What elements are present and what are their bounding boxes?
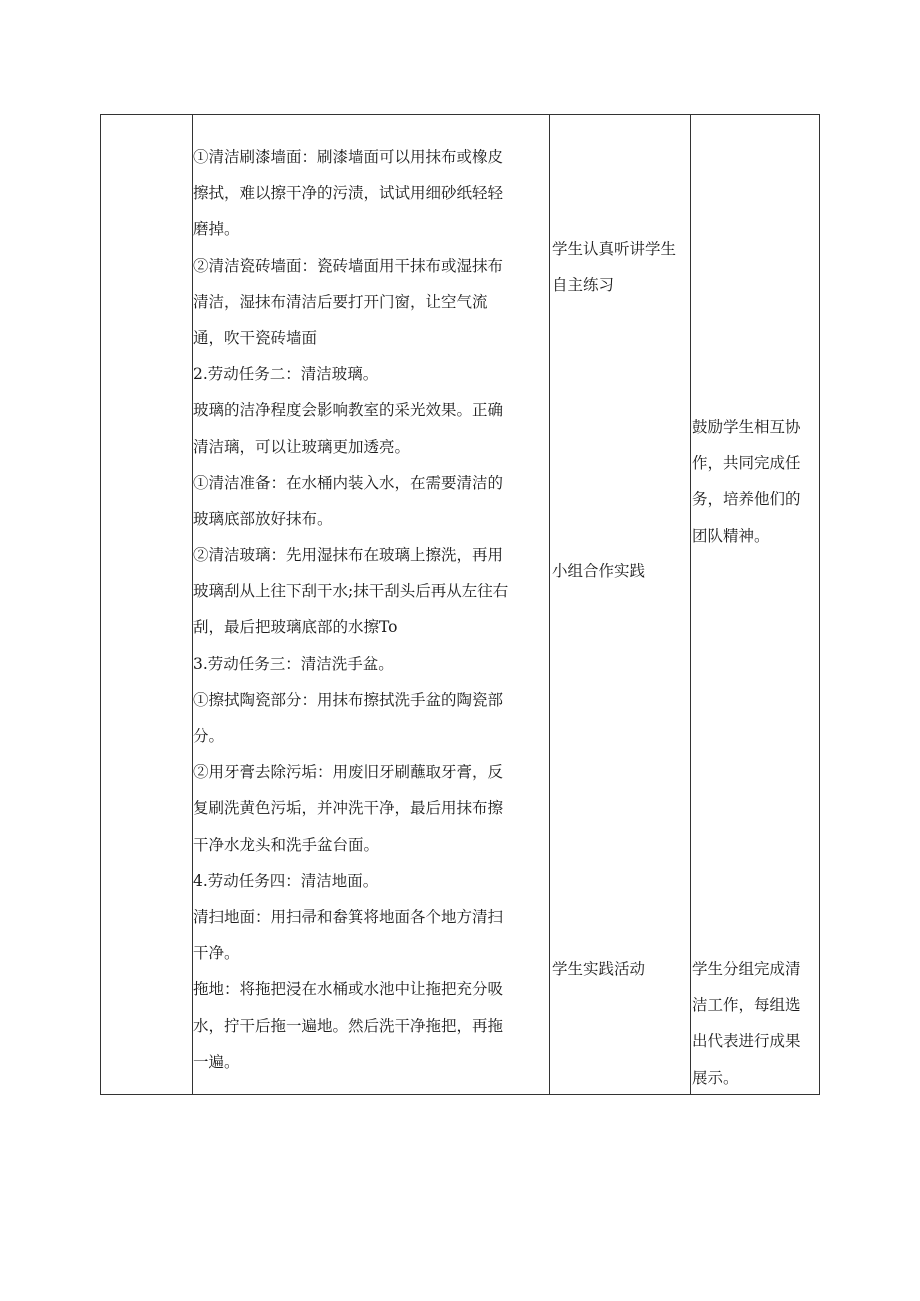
- text-line: ①清洁刷漆墙面：刷漆墙面可以用抹布或橡皮: [193, 148, 504, 166]
- text-line: 鼓励学生相互协: [692, 418, 801, 436]
- text-line: ①擦拭陶瓷部分：用抹布擦拭洗手盆的陶瓷部: [193, 690, 504, 709]
- text-line: 2.劳动任务二：清洁玻璃。: [193, 365, 379, 384]
- text-line: 清洁，湿抹布清洁后要打开门窗，让空气流: [193, 292, 488, 311]
- text-line: 学生认真听讲学生: [552, 240, 677, 258]
- text-line: 洁工作，每组选: [692, 996, 801, 1015]
- text-line: 出代表进行成果: [692, 1032, 801, 1051]
- student-activity-cell: [552, 231, 692, 303]
- text-line: 3.劳动任务三：清洁洗手盆。: [193, 654, 394, 673]
- text-line: 拖地：将拖把浸在水桶或水池中让拖把充分吸: [193, 980, 504, 999]
- text-line: 务，培养他们的: [692, 490, 801, 509]
- text-line: 刮，最后把玻璃底部的水擦To: [193, 618, 398, 637]
- text-line: 擦拭，难以擦干净的污渍，试试用细砂纸轻轻: [193, 184, 504, 203]
- text-line: ②用牙膏去除污垢：用废旧牙刷蘸取牙膏，反: [193, 763, 504, 782]
- text-line: 玻璃刮从上往下刮干水;抹干刮头后再从左往右: [193, 582, 509, 601]
- text-line: 团队精神。: [692, 526, 770, 545]
- text-line: ①清洁准备：在水桶内装入水，在需要清洁的: [193, 473, 504, 492]
- text-line: 干净。: [193, 944, 240, 963]
- text-line: 自主练习: [552, 276, 615, 295]
- text-line: 4.劳动任务四：清洁地面。: [193, 871, 379, 890]
- text-line: 干净水龙头和洗手盆台面。: [193, 835, 380, 854]
- column-divider: [549, 115, 550, 1094]
- text-line: ②清洁玻璃：先用湿抹布在玻璃上擦洗，再用: [193, 546, 504, 565]
- lesson-table: [100, 114, 820, 1095]
- student-activity-cell: [552, 951, 692, 987]
- text-line: 玻璃底部放好抹布。: [193, 509, 333, 528]
- text-line: 水，拧干后拖一遍地。然后洗干净拖把，再拖: [193, 1016, 504, 1035]
- text-line: 学生实践活动: [552, 960, 646, 978]
- teaching-content-cell: [193, 139, 548, 1080]
- design-intent-cell: [692, 951, 817, 1096]
- student-activity-cell: [552, 553, 692, 589]
- text-line: 作，共同完成任: [692, 454, 801, 473]
- text-line: 玻璃的洁净程度会影响教室的采光效果。正确: [193, 401, 504, 420]
- text-line: 展示。: [692, 1068, 739, 1087]
- text-line: ②清洁瓷砖墙面：瓷砖墙面用干抹布或湿抹布: [193, 256, 504, 275]
- text-line: 学生分组完成清: [692, 960, 801, 978]
- text-line: 小组合作实践: [552, 562, 646, 580]
- text-line: 分。: [193, 727, 225, 745]
- text-line: 清扫地面：用扫帚和畚箕将地面各个地方清扫: [193, 907, 504, 926]
- text-line: 磨掉。: [193, 220, 240, 239]
- text-line: 复刷洗黄色污垢，并冲洗干净，最后用抹布擦: [193, 799, 504, 818]
- text-line: 一遍。: [193, 1052, 240, 1071]
- design-intent-cell: [692, 409, 817, 554]
- text-line: 清洁璃，可以让玻璃更加透亮。: [193, 437, 411, 456]
- text-line: 通，吹干瓷砖墙面: [193, 328, 318, 347]
